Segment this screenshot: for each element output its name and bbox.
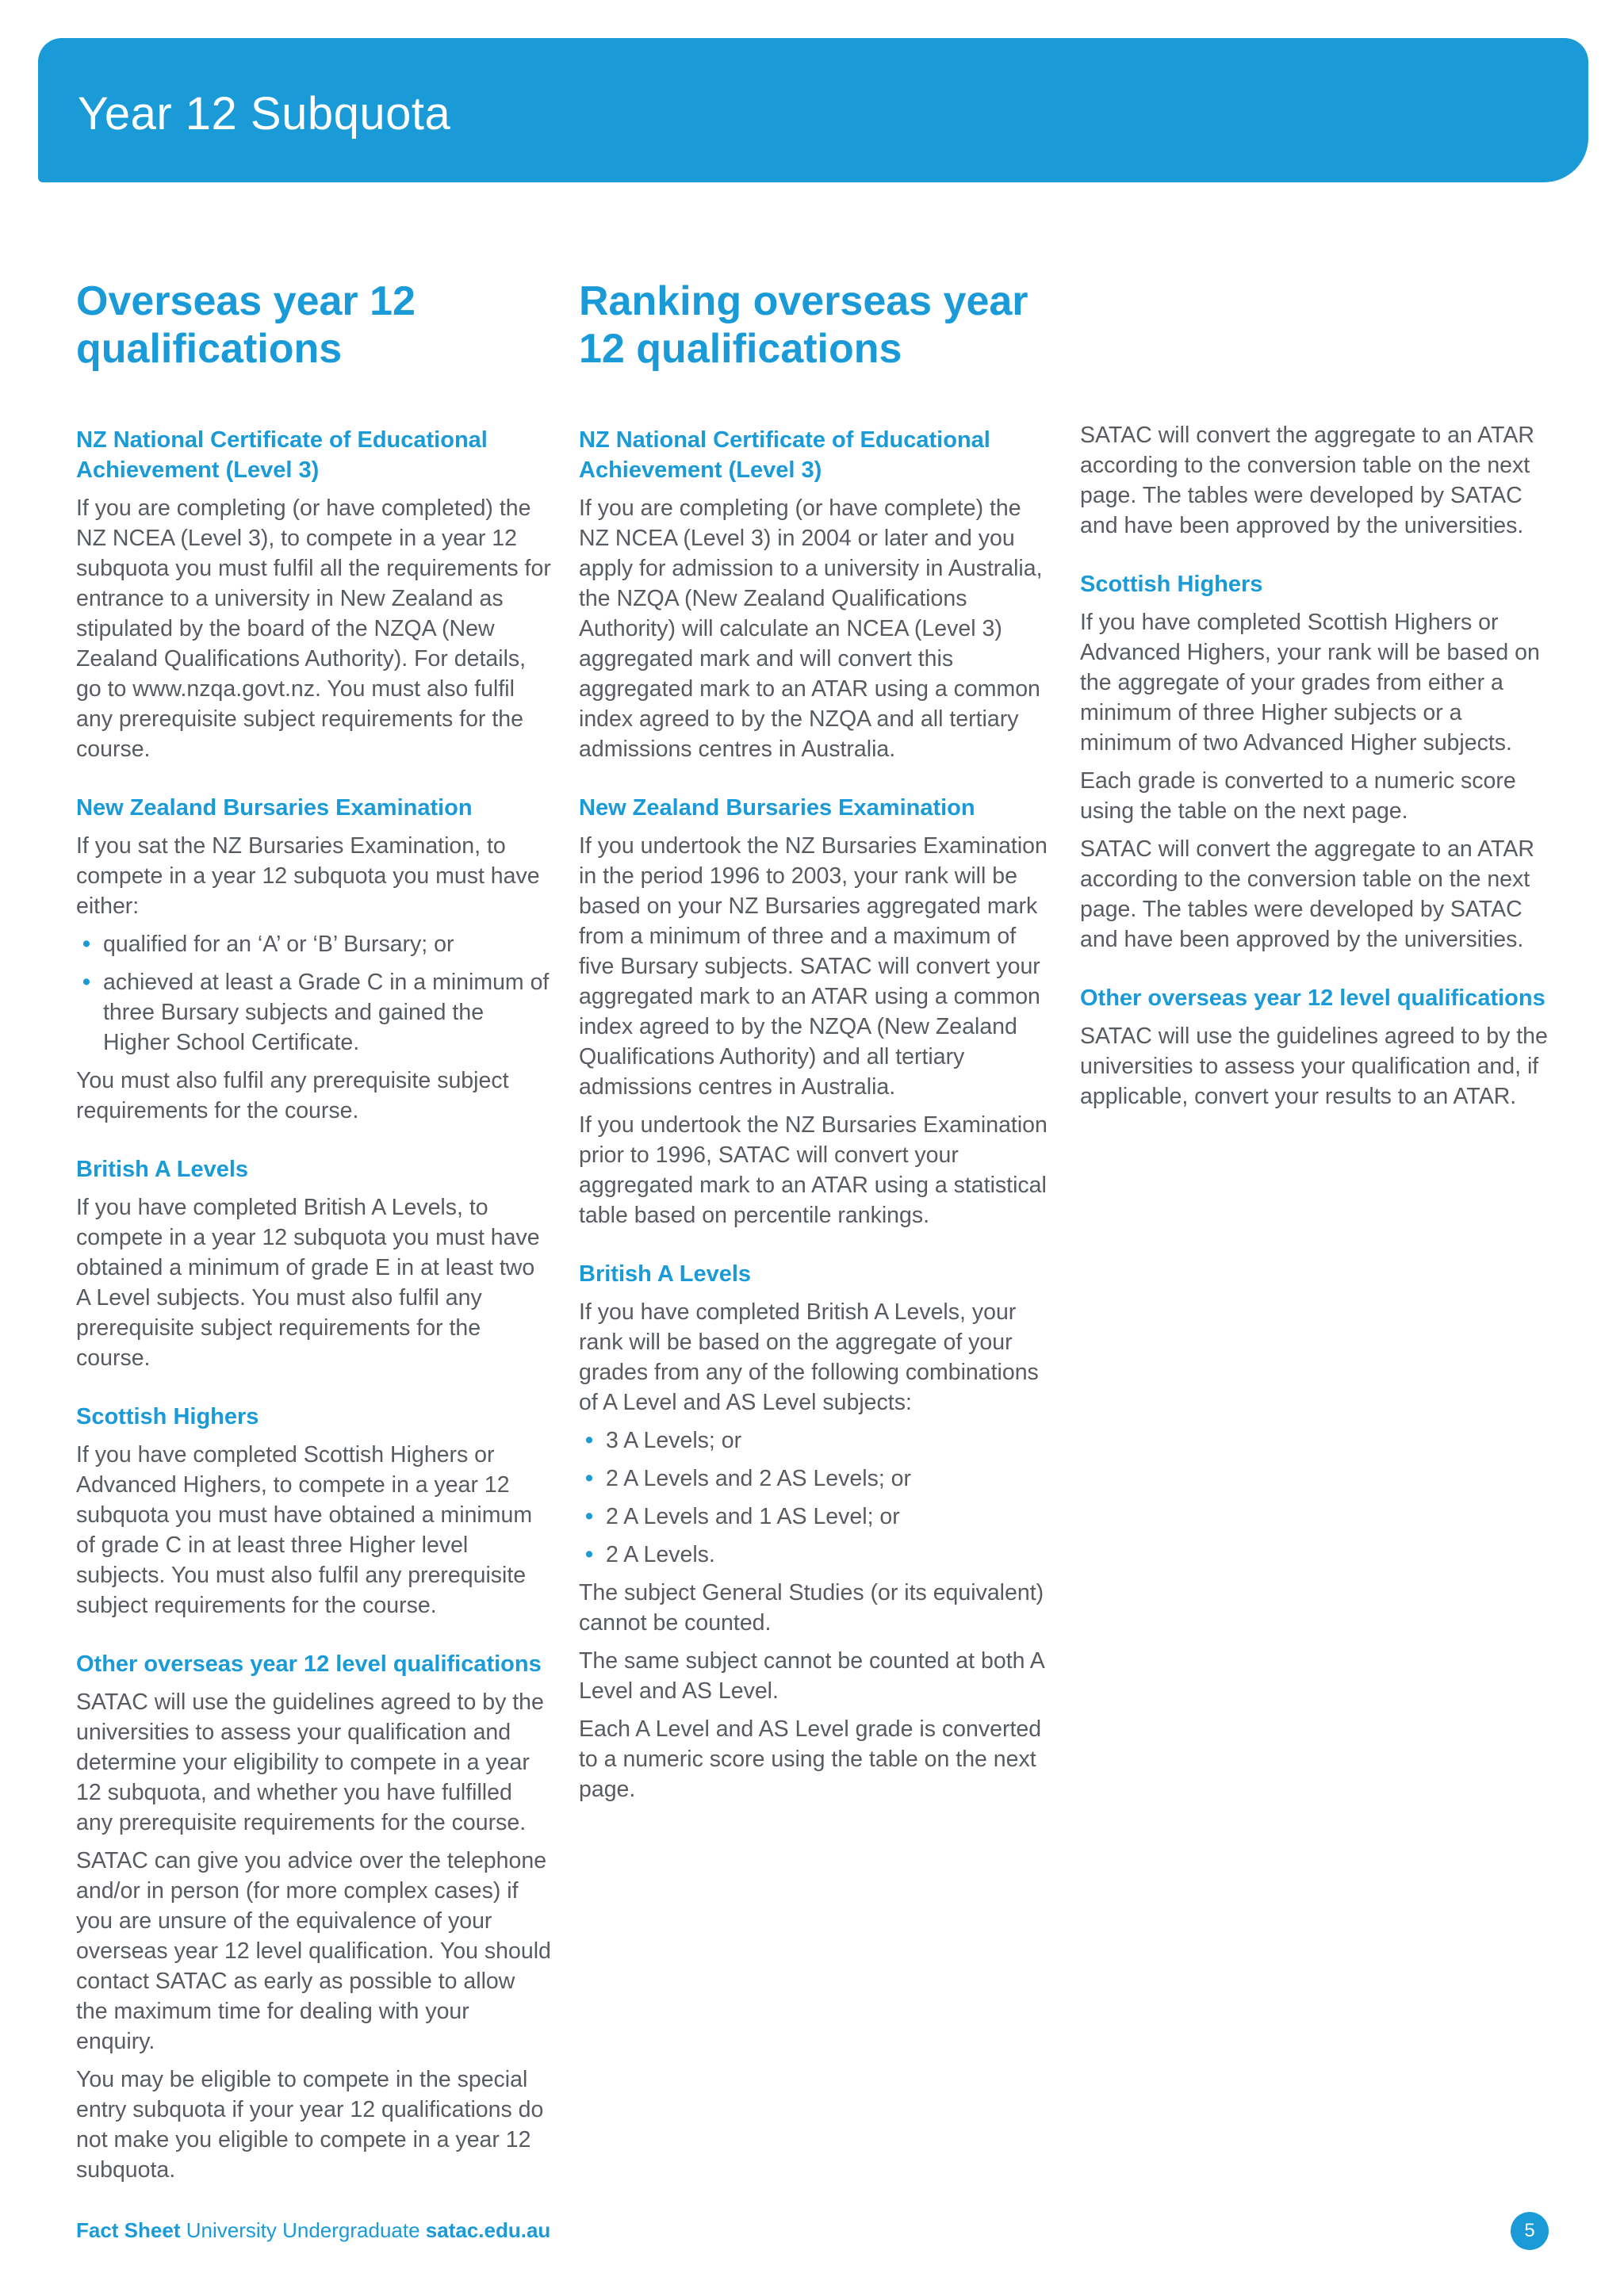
paragraph: If you are completing (or have completed) the NZ NCEA (Level 3), to compete in a year 12 subquota you must fulfil all the requirements for entrance to a university in New Zealand as stipulated by the board of the NZQA (New Zealand Qualifications Authority). For details, go to www.nzqa.govt.nz. You must also fulfil any prerequisite subject requirements for the course. [76, 496, 551, 762]
bullet-icon: • [585, 1428, 593, 1453]
column-heading: Ranking overseas year 12 qualifications [579, 278, 1028, 372]
section-other-overseas [76, 1649, 552, 2185]
list-item: • 2 A Levels. [579, 1540, 1055, 1570]
paragraph: If you undertook the NZ Bursaries Examination prior to 1996, SATAC will convert your aggregated mark to an ATAR using a statistical table based on percentile rankings. [579, 1112, 1048, 1228]
paragraph: The same subject cannot be counted at both A Level and AS Level. [579, 1648, 1044, 1704]
section-intro [1080, 420, 1556, 541]
section-title: Scottish Highers [76, 1404, 259, 1429]
section-title: British A Levels [76, 1157, 249, 1182]
list-item: • 2 A Levels and 1 AS Level; or [579, 1502, 1055, 1532]
bullet-icon: • [82, 932, 90, 957]
title-banner [38, 38, 1588, 182]
list-item: • 3 A Levels; or [579, 1425, 1055, 1456]
section-title: New Zealand Bursaries Examination [76, 795, 473, 821]
column-ranking-qualifications [579, 277, 1055, 1833]
section-nz-bursaries [76, 793, 552, 1126]
footer-label-category: University Undergraduate [186, 2218, 420, 2242]
paragraph: Each A Level and AS Level grade is converted to a numeric score using the table on the next page. [579, 1716, 1042, 1802]
section-title: New Zealand Bursaries Examination [579, 795, 975, 821]
footer-url: satac.edu.au [425, 2218, 551, 2242]
paragraph: SATAC can give you advice over the telephone and/or in person (for more complex cases) if you are unsure of the equivalence of your overseas year 12 level qualification. You should contact SATAC as early as possible to allow the maximum time for dealing with your enquiry. [76, 1848, 551, 2054]
paragraph: SATAC will use the guidelines agreed to by the universities to assess your qualification and determine your eligibility to compete in a year 12 subquota, and whether you have fulfilled any prerequisite requirements for the course. [76, 1689, 544, 1835]
paragraph: Each grade is converted to a numeric score using the table on the next page. [1080, 768, 1516, 824]
list-item: • qualified for an ‘A’ or ‘B’ Bursary; or [76, 929, 552, 959]
paragraph: If you have completed Scottish Highers or Advanced Highers, your rank will be based on the aggregate of your grades from either a minimum of three Higher subjects or a minimum of two Advanced Higher subjects. [1080, 610, 1540, 756]
paragraph: If you undertook the NZ Bursaries Examination in the period 1996 to 2003, your rank will be based on your NZ Bursaries aggregated mark from a minimum of three and a maximum of five Bursary subjects. SATAC will convert your aggregated mark to an ATAR using a common index agreed to by the NZQA (New Zealand Qualifications Authority) and all tertiary admissions centres in Australia. [579, 833, 1048, 1100]
bullet-list [76, 929, 552, 1058]
paragraph: If you sat the NZ Bursaries Examination, to compete in a year 12 subquota you must have either: [76, 833, 540, 919]
section-title: Other overseas year 12 level qualifications [76, 1651, 542, 1677]
paragraph: SATAC will convert the aggregate to an ATAR according to the conversion table on the next page. The tables were developed by SATAC and have been approved by the universities. [1080, 423, 1534, 538]
section-title: British A Levels [579, 1261, 752, 1287]
paragraph: SATAC will use the guidelines agreed to by the universities to assess your qualification and, if applicable, convert your results to an ATAR. [1080, 1024, 1548, 1109]
footer [76, 2217, 550, 2244]
section-title: NZ National Certificate of Educational Achievement (Level 3) [76, 427, 488, 483]
list-item: • achieved at least a Grade C in a minimum of three Bursary subjects and gained the Higher School Certificate. [76, 967, 552, 1058]
bullet-icon: • [585, 1504, 593, 1529]
section-other-overseas [1080, 983, 1556, 1112]
paragraph: You must also fulfil any prerequisite subject requirements for the course. [76, 1068, 509, 1123]
section-title: NZ National Certificate of Educational Achievement (Level 3) [579, 427, 990, 483]
bullet-icon: • [82, 970, 90, 995]
page-title: Year 12 Subquota [78, 88, 451, 140]
section-british-a-levels [76, 1154, 552, 1373]
paragraph: You may be eligible to compete in the special entry subquota if your year 12 qualifications do not make you eligible to compete in a year 12 subquota. [76, 2067, 544, 2183]
paragraph: SATAC will convert the aggregate to an ATAR according to the conversion table on the next page. The tables were developed by SATAC and have been approved by the universities. [1080, 836, 1534, 952]
bullet-icon: • [585, 1542, 593, 1567]
paragraph: If you are completing (or have complete) the NZ NCEA (Level 3) in 2004 or later and you apply for admission to a university in Australia, the NZQA (New Zealand Qualifications Authority) will calculate an NCEA (Level 3) aggregated mark and will convert this aggregated mark to an ATAR using a common index agreed to by the NZQA and all tertiary admissions centres in Australia. [579, 496, 1043, 762]
column-overseas-qualifications [76, 277, 552, 2214]
list-item: • 2 A Levels and 2 AS Levels; or [579, 1464, 1055, 1494]
footer-label-fact-sheet: Fact Sheet [76, 2218, 181, 2242]
section-nz-ncea [579, 425, 1055, 764]
section-nz-bursaries [579, 793, 1055, 1230]
section-title: Scottish Highers [1080, 572, 1263, 597]
paragraph: If you have completed British A Levels, to compete in a year 12 subquota you must have obtained a minimum of grade E in at least two A Level subjects. You must also fulfil any prerequisite subject requirements for the course. [76, 1195, 540, 1371]
section-title: Other overseas year 12 level qualifications [1080, 985, 1545, 1011]
paragraph: If you have completed Scottish Highers or Advanced Highers, to compete in a year 12 subquota you must have obtained a minimum of grade C in at least three Higher level subjects. You must also fulfil any prerequisite subject requirements for the course. [76, 1442, 533, 1618]
paragraph: The subject General Studies (or its equivalent) cannot be counted. [579, 1580, 1044, 1636]
column-heading: Overseas year 12 qualifications [76, 278, 416, 372]
bullet-list [579, 1425, 1055, 1570]
section-nz-ncea [76, 425, 552, 764]
column-ranking-continued [1080, 420, 1556, 1140]
bullet-icon: • [585, 1466, 593, 1491]
paragraph: If you have completed British A Levels, your rank will be based on the aggregate of your grades from any of the following combinations of A Level and AS Level subjects: [579, 1299, 1039, 1415]
section-scottish-highers [1080, 569, 1556, 955]
page-number-badge: 5 [1511, 2212, 1549, 2250]
section-scottish-highers [76, 1402, 552, 1621]
section-british-a-levels [579, 1259, 1055, 1804]
